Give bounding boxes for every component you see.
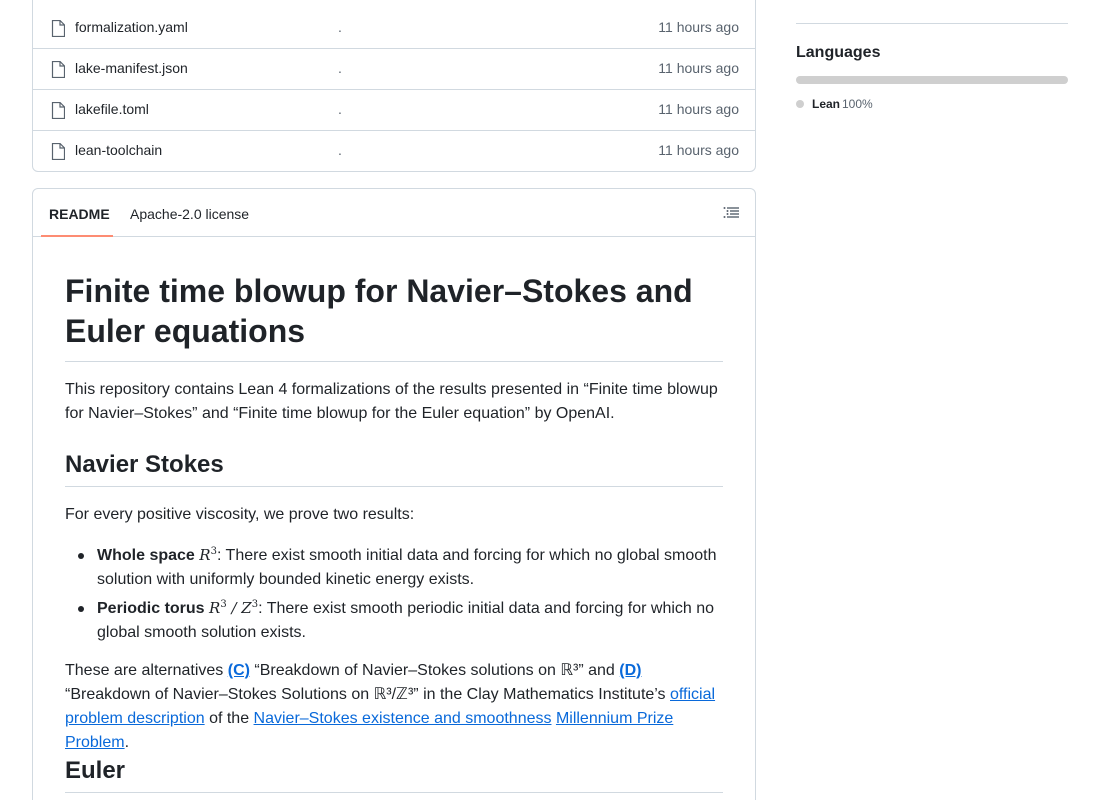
language-color-dot	[796, 100, 804, 108]
language-percent: 100%	[842, 97, 873, 111]
link-navier-stokes-existence[interactable]: Navier–Stokes existence and smoothness	[253, 710, 552, 727]
results-list	[65, 543, 723, 649]
link-c[interactable]: (C)	[227, 662, 250, 679]
list-item	[65, 596, 723, 645]
link-d[interactable]: (D)	[619, 662, 642, 679]
bullet-text: : There exist smooth periodic initial data and forcing for which no global smooth solution exists.	[97, 600, 715, 641]
file-icon	[51, 20, 65, 37]
commit-message[interactable]: .	[338, 142, 342, 158]
file-name[interactable]: lake-manifest.json	[75, 60, 188, 76]
file-icon	[51, 143, 65, 160]
commit-message[interactable]: .	[338, 60, 342, 76]
commit-message[interactable]: .	[338, 19, 342, 35]
alternatives-paragraph: These are alternatives (C) “Breakdown of Navier–Stokes solutions on ℝ³” and (D) “Breakdown of Navier–Stokes Solutions on ℝ³/ℤ³” in the Clay Mathematics Institute’s official problem description of the Navier–Stokes existence and smoothness Millennium Prize Problem.	[65, 662, 716, 751]
sidebar-divider	[796, 23, 1068, 24]
tab-license[interactable]: Apache-2.0 license	[130, 206, 250, 222]
link-official-problem-description[interactable]: official problem description	[65, 686, 716, 727]
link-millennium-prize[interactable]: Millennium Prize Problem	[65, 710, 674, 751]
tab-active-indicator	[41, 235, 113, 237]
file-icon	[51, 61, 65, 78]
language-name[interactable]: Lean	[812, 97, 841, 111]
file-list	[32, 0, 756, 172]
readme-title: Finite time blowup for Navier–Stokes and Euler equations	[65, 271, 723, 362]
file-row[interactable]	[33, 8, 755, 49]
bullet-label: Periodic torus	[97, 600, 205, 617]
readme-tabs	[33, 189, 755, 237]
commit-message[interactable]: .	[338, 101, 342, 117]
ns-lead: For every positive viscosity, we prove two results:	[65, 506, 415, 523]
file-row[interactable]	[33, 49, 755, 90]
bullet-text: : There exist smooth initial data and forcing for which no global smooth solution with uniformly bounded kinetic energy exists.	[97, 547, 717, 588]
file-icon	[51, 102, 65, 119]
bullet-label: Whole space	[97, 547, 195, 564]
math-expression: $R^3 / Z^3$	[209, 599, 259, 617]
heading-navier-stokes: Navier Stokes	[65, 450, 723, 487]
heading-euler: Euler	[65, 756, 723, 793]
math-expression: $R^3$	[199, 546, 217, 564]
file-name[interactable]: lakefile.toml	[75, 101, 149, 117]
list-item	[65, 543, 723, 592]
language-bar	[796, 76, 1068, 84]
tab-readme[interactable]: README	[49, 206, 110, 222]
table-of-contents-icon[interactable]	[723, 206, 739, 220]
readme-intro: This repository contains Lean 4 formalizations of the results presented in “Finite time blowup for Navier–Stokes” and “Finite time blowup for the Euler equation” by OpenAI.	[65, 381, 718, 422]
file-name[interactable]: formalization.yaml	[75, 19, 188, 35]
commit-time: 11 hours ago	[658, 60, 739, 76]
file-row[interactable]	[33, 131, 755, 172]
file-name[interactable]: lean-toolchain	[75, 142, 163, 158]
readme-panel	[32, 188, 756, 800]
commit-time: 11 hours ago	[658, 19, 739, 35]
commit-time: 11 hours ago	[658, 142, 739, 158]
file-row[interactable]	[33, 90, 755, 131]
languages-title: Languages	[796, 44, 881, 61]
commit-time: 11 hours ago	[658, 101, 739, 117]
